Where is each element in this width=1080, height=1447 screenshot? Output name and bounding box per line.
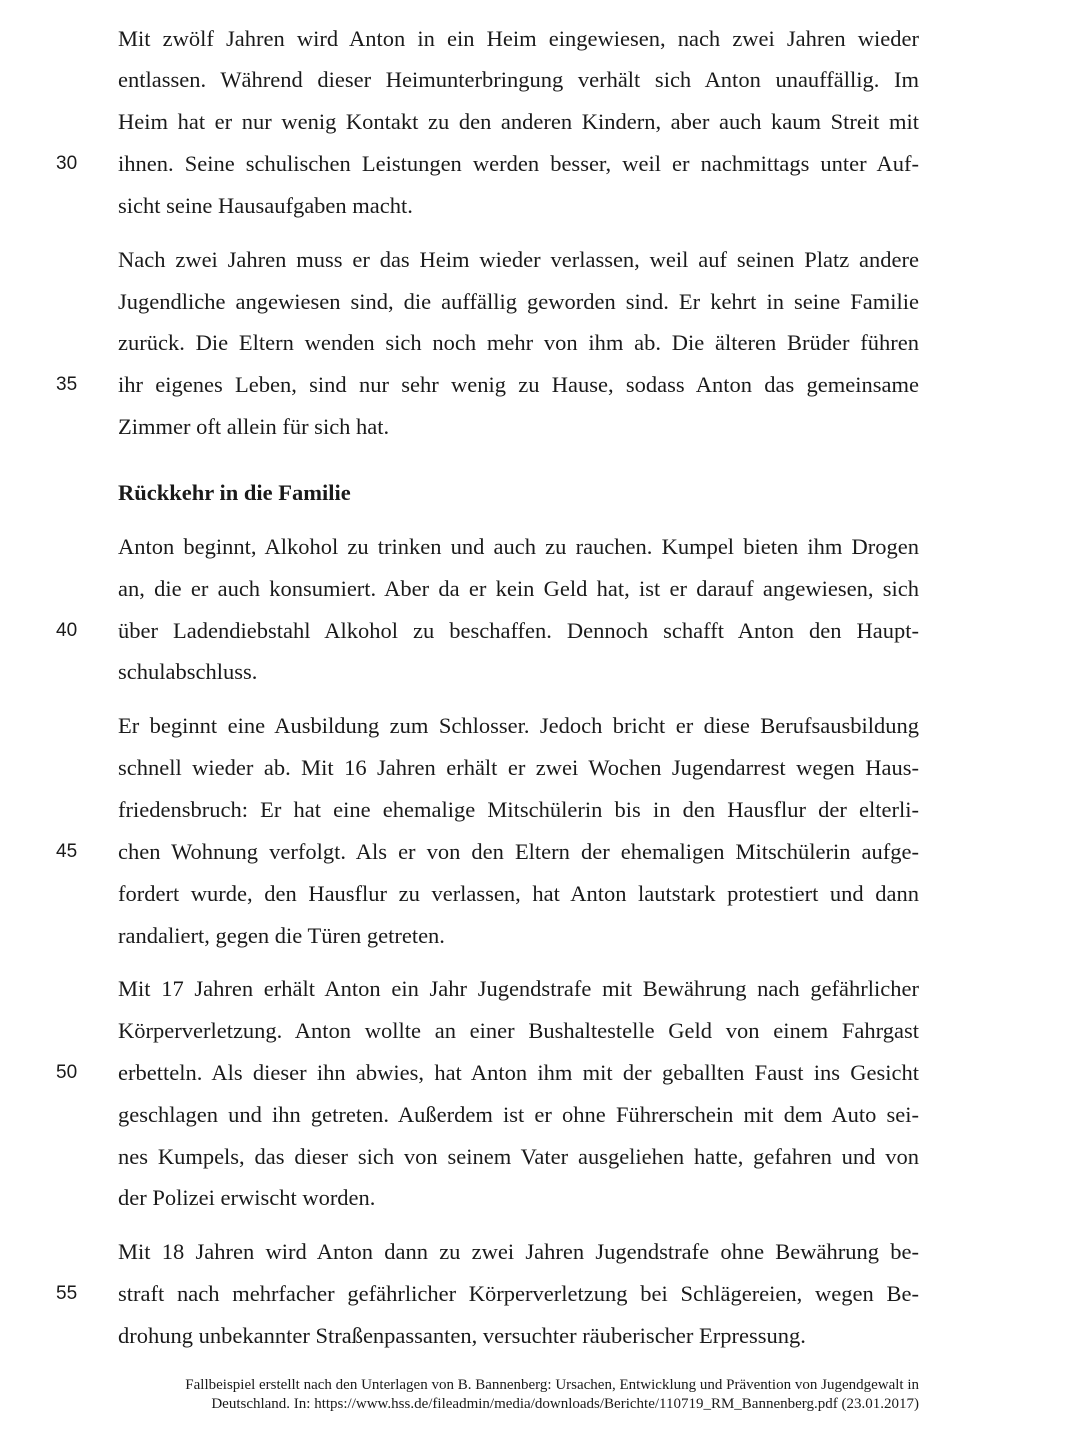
text-line: über Ladendiebstahl Alkohol zu beschaffen. Dennoch schafft Anton den Haupt-	[118, 618, 919, 643]
line-number: 45	[56, 841, 78, 862]
text-line: erbetteln. Als dieser ihn abwies, hat Anton ihm mit der geballten Faust ins Gesicht	[118, 1060, 919, 1085]
line-number: 35	[56, 374, 78, 395]
line-number: 30	[56, 153, 78, 174]
text-line: Mit zwölf Jahren wird Anton in ein Heim eingewiesen, nach zwei Jahren wieder	[118, 26, 919, 51]
citation-line-2: Deutschland. In: https://www.hss.de/fileadmin/media/downloads/Berichte/110719_RM_Bannenberg.pdf (23.01.2017)	[211, 1396, 919, 1412]
text-line: drohung unbekannter Straßenpassanten, versuchter räuberischer Erpressung.	[118, 1323, 806, 1348]
text-line: Er beginnt eine Ausbildung zum Schlosser. Jedoch bricht er diese Berufsausbildung	[118, 713, 919, 738]
text-line: chen Wohnung verfolgt. Als er von den Eltern der ehemaligen Mitschülerin aufge-	[118, 839, 919, 864]
text-line: Heim hat er nur wenig Kontakt zu den anderen Kindern, aber auch kaum Streit mit	[118, 109, 919, 134]
text-line: Mit 17 Jahren erhält Anton ein Jahr Jugendstrafe mit Bewährung nach gefährlicher	[118, 976, 919, 1001]
text-line: sicht seine Hausaufgaben macht.	[118, 193, 413, 218]
text-line: Mit 18 Jahren wird Anton dann zu zwei Jahren Jugendstrafe ohne Bewährung be-	[118, 1239, 919, 1264]
citation-line-1: Fallbeispiel erstellt nach den Unterlagen von B. Bannenberg: Ursachen, Entwicklung und Prävention von Jugendgewalt in	[185, 1377, 919, 1393]
text-line: an, die er auch konsumiert. Aber da er kein Geld hat, ist er darauf angewiesen, sich	[118, 576, 919, 601]
text-line: schulabschluss.	[118, 659, 258, 684]
text-line: geschlagen und ihn getreten. Außerdem ist er ohne Führerschein mit dem Auto sei-	[118, 1102, 919, 1127]
text-line: Jugendliche angewiesen sind, die auffällig geworden sind. Er kehrt in seine Familie	[118, 289, 919, 314]
section-heading: Rückkehr in die Familie	[118, 480, 351, 505]
text-line: straft nach mehrfacher gefährlicher Körperverletzung bei Schlägereien, wegen Be-	[118, 1281, 919, 1306]
text-line: Zimmer oft allein für sich hat.	[118, 414, 390, 439]
text-line: zurück. Die Eltern wenden sich noch mehr von ihm ab. Die älteren Brüder führen	[118, 330, 919, 355]
text-line: schnell wieder ab. Mit 16 Jahren erhält er zwei Wochen Jugendarrest wegen Haus-	[118, 755, 919, 780]
text-line: der Polizei erwischt worden.	[118, 1185, 376, 1210]
line-number: 40	[56, 620, 78, 641]
source-citation	[100, 1376, 919, 1414]
text-line: Nach zwei Jahren muss er das Heim wieder verlassen, weil auf seinen Platz andere	[118, 247, 919, 272]
text-line: friedensbruch: Er hat eine ehemalige Mitschülerin bis in den Hausflur der elterli-	[118, 797, 919, 822]
line-number: 50	[56, 1062, 78, 1083]
text-line: ihr eigenes Leben, sind nur sehr wenig zu Hause, sodass Anton das gemeinsame	[118, 372, 919, 397]
text-line: entlassen. Während dieser Heimunterbringung verhält sich Anton unauffällig. Im	[118, 67, 919, 92]
text-line: randaliert, gegen die Türen getreten.	[118, 923, 445, 948]
text-line: nes Kumpels, das dieser sich von seinem Vater ausgeliehen hatte, gefahren und von	[118, 1144, 919, 1169]
text-line: fordert wurde, den Hausflur zu verlassen, hat Anton lautstark protestiert und dann	[118, 881, 919, 906]
text-line: Anton beginnt, Alkohol zu trinken und auch zu rauchen. Kumpel bieten ihm Drogen	[118, 534, 919, 559]
text-line: Körperverletzung. Anton wollte an einer Bushaltestelle Geld von einem Fahrgast	[118, 1018, 919, 1043]
text-line: ihnen. Seine schulischen Leistungen werden besser, weil er nachmittags unter Auf-	[118, 151, 919, 176]
line-number: 55	[56, 1283, 78, 1304]
